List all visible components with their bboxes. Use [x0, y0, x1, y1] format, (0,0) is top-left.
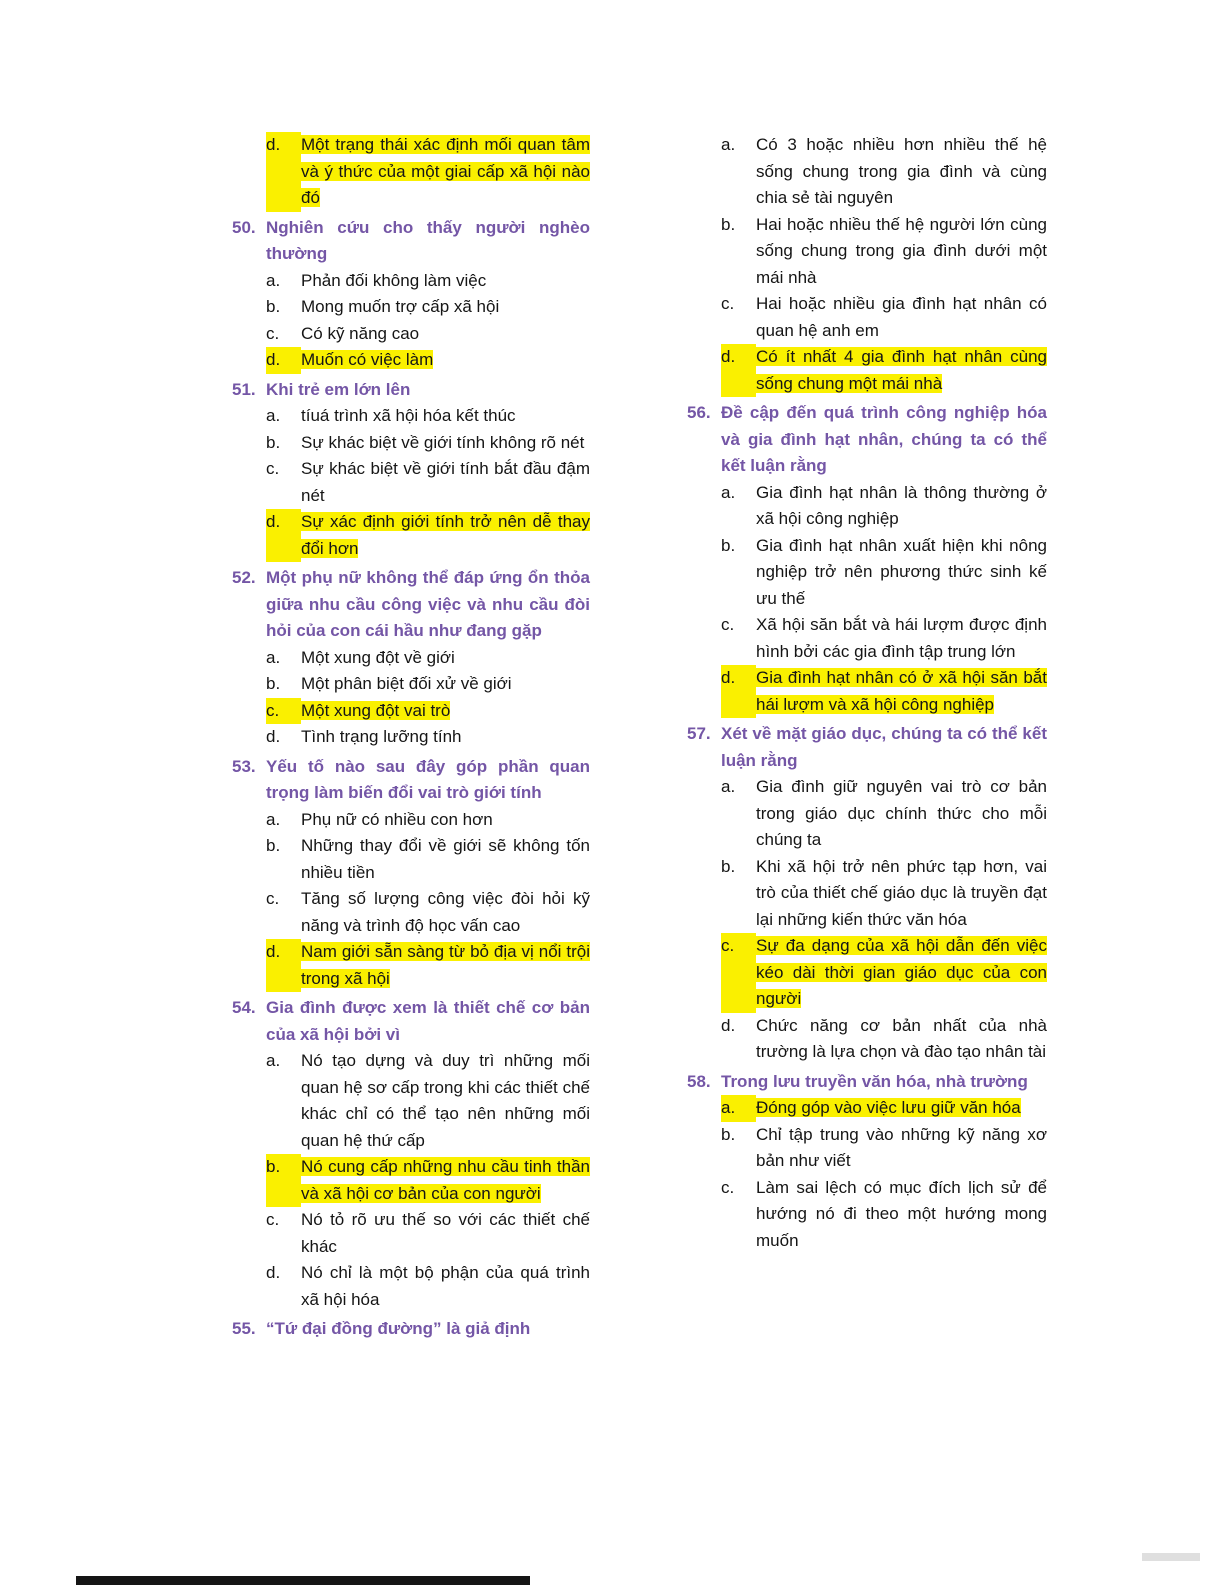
option-letter: b.: [266, 432, 281, 452]
answer-option: [232, 268, 590, 295]
option-text: Gia đình giữ nguyên vai trò cơ bản trong giáo dục chính thức cho mỗi chúng ta: [756, 777, 1047, 849]
answer-option: [687, 533, 1047, 613]
option-text: Nó cung cấp những nhu cầu tinh thần và xã hội cơ bản của con người: [301, 1157, 590, 1203]
option-text: Có 3 hoặc nhiều hơn nhiều thế hệ sống chung trong gia đình và cùng chia sẻ tài nguyên: [756, 135, 1047, 207]
answer-option-highlighted: [232, 132, 590, 212]
option-text: Sự xác định giới tính trở nên dễ thay đổi hơn: [301, 512, 590, 558]
option-text: Sự khác biệt về giới tính bắt đầu đậm nét: [301, 459, 590, 505]
option-letter: d.: [266, 509, 301, 562]
answer-option: [232, 724, 590, 751]
question-title: Yếu tố nào sau đây góp phần quan trọng làm biến đổi vai trò giới tính: [266, 756, 590, 802]
question-number: 56.: [687, 403, 711, 422]
option-text: Gia đình hạt nhân có ở xã hội săn bắt hái lượm và xã hội công nghiệp: [756, 668, 1047, 714]
answer-option: [687, 854, 1047, 934]
answer-option: [232, 1207, 590, 1260]
option-text: Nam giới sẵn sàng từ bỏ địa vị nổi trội trong xã hội: [301, 942, 590, 988]
option-text: Có kỹ năng cao: [301, 323, 420, 343]
option-text: Nó tỏ rõ ưu thế so với các thiết chế khác: [301, 1210, 590, 1256]
option-text: Hai hoặc nhiều thế hệ người lớn cùng sống chung trong gia đình dưới một mái nhà: [756, 214, 1047, 287]
question-title: Một phụ nữ không thể đáp ứng ổn thỏa giữa nhu cầu công việc và nhu cầu đòi hỏi của con cái hầu như đang gặp: [266, 568, 590, 640]
option-letter: a.: [721, 135, 736, 154]
option-letter: c.: [721, 1177, 735, 1197]
question-heading: [232, 377, 590, 404]
option-letter: a.: [721, 482, 736, 502]
option-letter: a.: [721, 777, 736, 796]
question-number: 55.: [232, 1319, 256, 1338]
answer-option-highlighted: [687, 344, 1047, 397]
answer-option: [232, 671, 590, 698]
question-number: 57.: [687, 724, 711, 743]
answer-option: [232, 403, 590, 430]
answer-option-highlighted: [687, 933, 1047, 1013]
answer-option: [232, 294, 590, 321]
question-number: 53.: [232, 756, 256, 776]
question-heading: [232, 215, 590, 268]
question-title: Đề cập đến quá trình công nghiệp hóa và gia đình hạt nhân, chúng ta có thể kết luận rằng: [721, 403, 1047, 475]
option-letter: b.: [721, 856, 736, 876]
option-letter: b.: [266, 297, 281, 316]
question-heading: [687, 1069, 1047, 1096]
option-text: Khi xã hội trở nên phức tạp hơn, vai trò của thiết chế giáo dục là truyền đạt lại những kiến thức văn hóa: [756, 856, 1047, 929]
option-letter: c.: [266, 698, 301, 725]
answer-option: [687, 291, 1047, 344]
option-text: Xã hội săn bắt và hái lượm được định hình bởi các gia đình tập trung lớn: [756, 615, 1047, 661]
option-text: Phản đối không làm việc: [301, 270, 487, 290]
answer-option-highlighted: [232, 509, 590, 562]
answer-option: [232, 807, 590, 834]
question-number: 58.: [687, 1071, 711, 1091]
option-letter: b.: [721, 535, 736, 555]
option-letter: d.: [721, 344, 756, 397]
answer-option: [232, 886, 590, 939]
option-letter: a.: [266, 1051, 281, 1070]
option-text: Sự khác biệt về giới tính không rõ nét: [301, 432, 585, 452]
question-heading: [232, 754, 590, 807]
option-text: Đóng góp vào việc lưu giữ văn hóa: [756, 1098, 1021, 1117]
option-letter: c.: [721, 294, 735, 313]
answer-option: [687, 1013, 1047, 1066]
option-letter: c.: [266, 459, 280, 478]
option-text: Muốn có việc làm: [301, 350, 434, 369]
option-text: Gia đình hạt nhân xuất hiện khi nông nghiệp trở nên phương thức sinh kế ưu thế: [756, 535, 1047, 608]
option-text: Phụ nữ có nhiều con hơn: [301, 809, 493, 829]
option-letter: b.: [721, 1124, 736, 1144]
option-letter: c.: [721, 615, 735, 634]
option-letter: c.: [266, 1210, 280, 1229]
option-letter: a.: [266, 406, 281, 425]
answer-option: [687, 1175, 1047, 1255]
question-heading: [232, 1316, 590, 1343]
option-text: Một trạng thái xác định mối quan tâm và ý thức của một giai cấp xã hội nào đó: [301, 135, 590, 207]
quiz-page: [232, 132, 1047, 1343]
option-text: Tăng số lượng công việc đòi hỏi kỹ năng và trình độ học vấn cao: [301, 889, 590, 935]
option-text: Chỉ tập trung vào những kỹ năng xơ bản như viết: [756, 1124, 1047, 1170]
watermark-smudge: [1142, 1553, 1200, 1561]
option-text: Nó tạo dựng và duy trì những mối quan hệ sơ cấp trong khi các thiết chế khác chỉ có thể tạo nên những mối quan hệ thứ cấp: [301, 1051, 590, 1150]
option-text: Tình trạng lưỡng tính: [301, 727, 462, 746]
answer-option: [232, 321, 590, 348]
answer-option-highlighted: [232, 939, 590, 992]
option-text: tíuá trình xã hội hóa kết thúc: [301, 406, 516, 425]
answer-option-highlighted: [232, 1154, 590, 1207]
answer-option: [232, 645, 590, 672]
option-text: Làm sai lệch có mục đích lịch sử để hướng nó đi theo một hướng mong muốn: [756, 1177, 1047, 1250]
option-text: Một xung đột vai trò: [301, 700, 451, 720]
question-heading: [232, 565, 590, 645]
column-left: [232, 132, 590, 1343]
question-heading: [687, 721, 1047, 774]
option-letter: c.: [266, 889, 280, 908]
option-letter: d.: [266, 347, 301, 374]
answer-option: [687, 480, 1047, 533]
question-title: Trong lưu truyền văn hóa, nhà trường: [721, 1071, 1028, 1091]
option-letter: d.: [266, 939, 301, 992]
answer-option: [232, 1260, 590, 1313]
option-text: Chức năng cơ bản nhất của nhà trường là lựa chọn và đào tạo nhân tài: [756, 1015, 1047, 1061]
answer-option: [687, 612, 1047, 665]
column-right: [687, 132, 1047, 1343]
option-letter: a.: [721, 1095, 756, 1122]
option-letter: c.: [721, 933, 756, 1013]
answer-option: [687, 212, 1047, 292]
answer-option: [232, 833, 590, 886]
question-number: 54.: [232, 998, 256, 1017]
answer-option-highlighted: [232, 347, 590, 374]
option-letter: d.: [266, 1263, 281, 1282]
question-title: Khi trẻ em lớn lên: [266, 379, 411, 399]
option-text: Một phân biệt đối xử về giới: [301, 674, 512, 693]
option-letter: b.: [266, 836, 281, 855]
answer-option-highlighted: [687, 1095, 1047, 1122]
bottom-page-bar: [76, 1576, 530, 1585]
option-text: Một xung đột về giới: [301, 647, 455, 667]
option-text: Sự đa dạng của xã hội dẫn đến việc kéo dài thời gian giáo dục của con người: [756, 936, 1047, 1008]
answer-option-highlighted: [687, 665, 1047, 718]
answer-option: [687, 774, 1047, 854]
option-letter: b.: [721, 214, 736, 234]
option-letter: a.: [266, 270, 281, 290]
question-number: 51.: [232, 379, 256, 399]
option-text: Mong muốn trợ cấp xã hội: [301, 297, 500, 316]
question-heading: [232, 995, 590, 1048]
option-letter: b.: [266, 1154, 301, 1207]
option-letter: d.: [721, 665, 756, 718]
answer-option: [232, 430, 590, 457]
option-letter: d.: [721, 1015, 736, 1035]
answer-option: [232, 1048, 590, 1154]
question-heading: [687, 400, 1047, 480]
question-title: Xét về mặt giáo dục, chúng ta có thể kết luận rằng: [721, 724, 1047, 770]
option-text: Hai hoặc nhiều gia đình hạt nhân có quan hệ anh em: [756, 294, 1047, 340]
answer-option: [687, 1122, 1047, 1175]
option-letter: d.: [266, 132, 301, 212]
option-letter: a.: [266, 809, 281, 829]
option-letter: b.: [266, 674, 281, 693]
option-text: Gia đình hạt nhân là thông thường ở xã hội công nghiệp: [756, 482, 1047, 528]
answer-option-highlighted: [232, 698, 590, 725]
option-text: Nó chỉ là một bộ phận của quá trình xã hội hóa: [301, 1263, 590, 1309]
question-number: 52.: [232, 568, 256, 587]
option-letter: c.: [266, 323, 280, 343]
option-text: Có ít nhất 4 gia đình hạt nhân cùng sống chung một mái nhà: [756, 347, 1047, 393]
question-number: 50.: [232, 217, 256, 237]
option-letter: a.: [266, 647, 281, 667]
answer-option: [232, 456, 590, 509]
question-title: “Tứ đại đồng đường” là giả định: [266, 1319, 531, 1338]
option-letter: d.: [266, 727, 281, 746]
question-title: Nghiên cứu cho thấy người nghèo thường: [266, 217, 590, 263]
question-title: Gia đình được xem là thiết chế cơ bản của xã hội bởi vì: [266, 998, 590, 1044]
answer-option: [687, 132, 1047, 212]
option-text: Những thay đổi về giới sẽ không tốn nhiều tiền: [301, 836, 590, 882]
